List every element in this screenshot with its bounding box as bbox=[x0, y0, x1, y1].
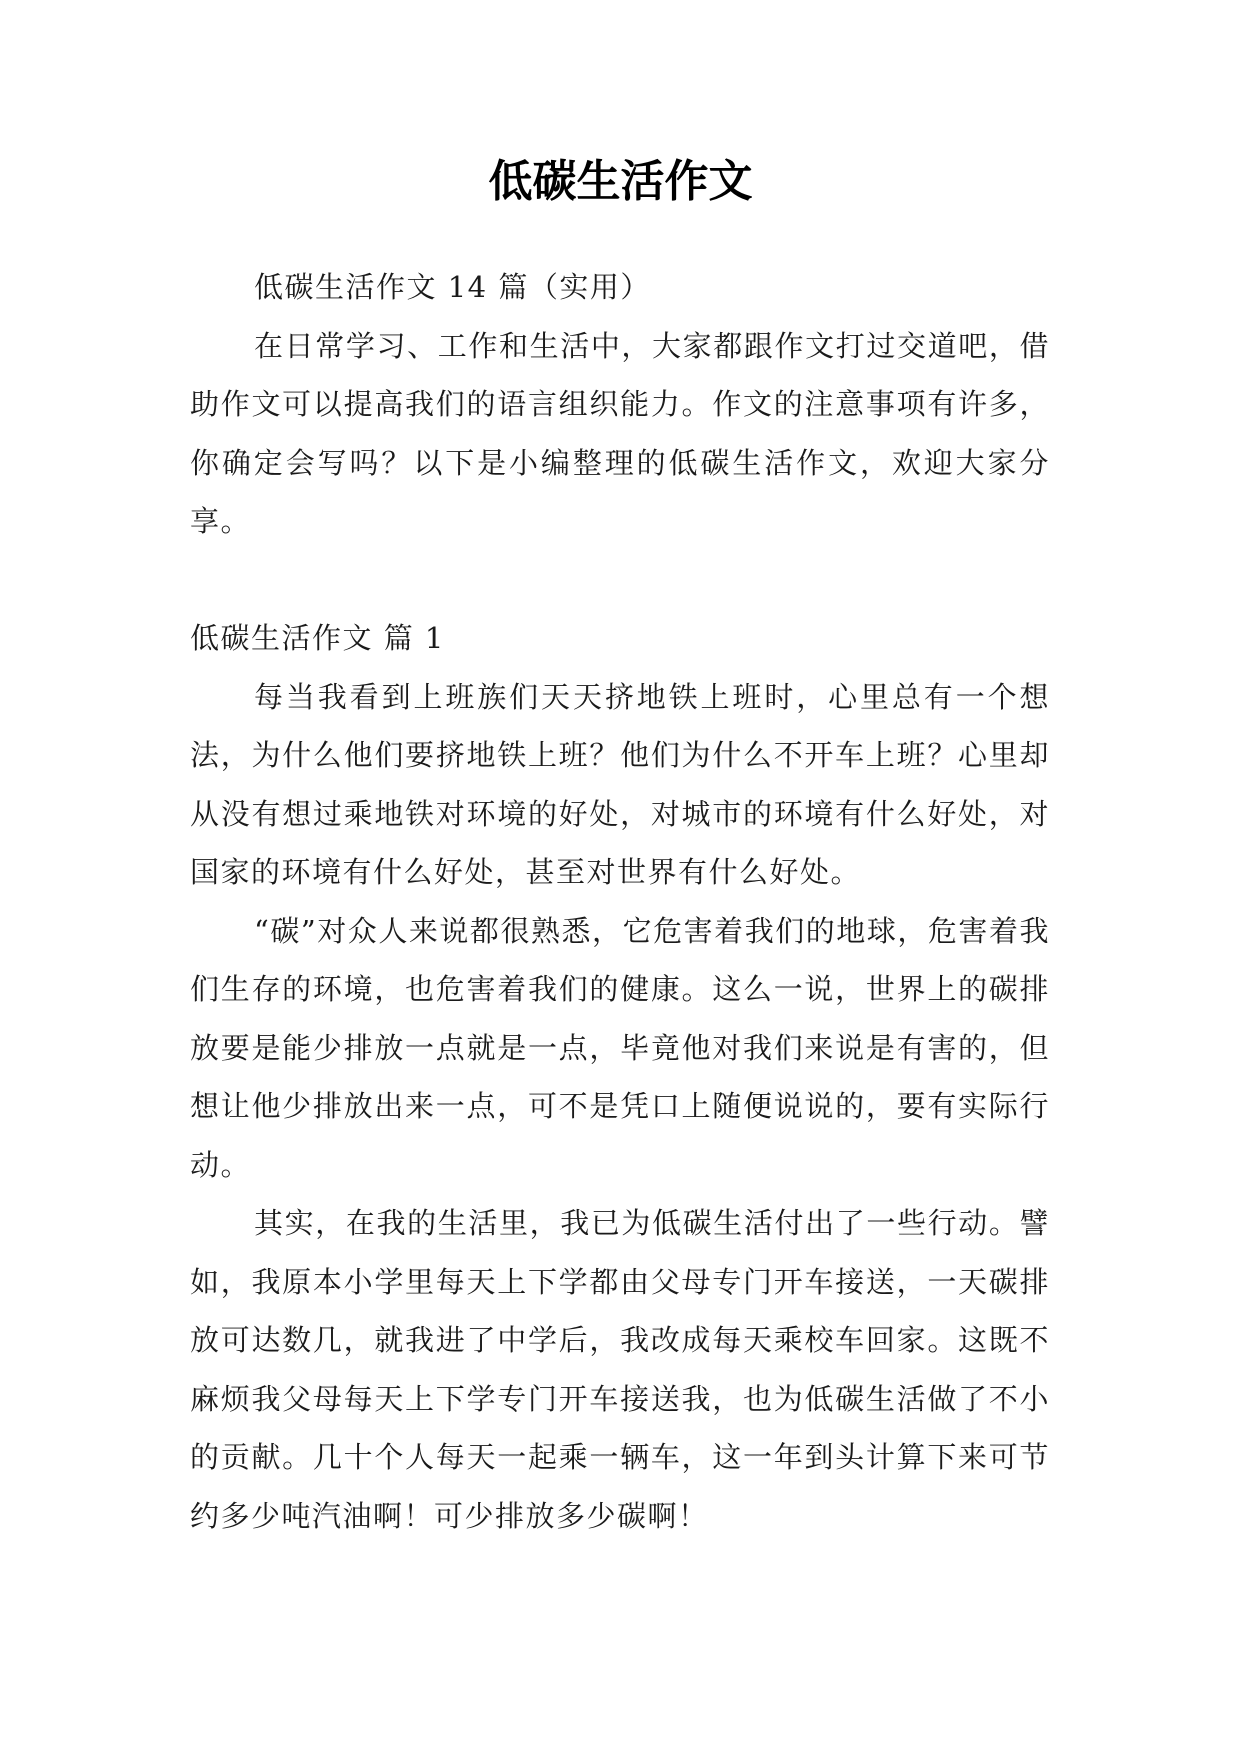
document-title: 低碳生活作文 bbox=[488, 156, 753, 207]
document-subtitle: 低碳生活作文 14 篇（实用） bbox=[254, 270, 651, 304]
document-body bbox=[190, 258, 1050, 1545]
section-spacer bbox=[190, 551, 1050, 610]
body-paragraph: “碳”对众人来说都很熟悉，它危害着我们的地球，危害着我们生存的环境，也危害着我们的健康。这么一说，世界上的碳排放要是能少排放一点就是一点，毕竟他对我们来说是有害的，但想让他少排放出来一点，可不是凭口上随便说说的，要有实际行动。 bbox=[190, 913, 1050, 1182]
intro-paragraph: 在日常学习、工作和生活中，大家都跟作文打过交道吧，借助作文可以提高我们的语言组织能力。作文的注意事项有许多，你确定会写吗？以下是小编整理的低碳生活作文，欢迎大家分享。 bbox=[190, 328, 1050, 538]
body-paragraph: 每当我看到上班族们天天挤地铁上班时，心里总有一个想法，为什么他们要挤地铁上班？他们为什么不开车上班？心里却从没有想过乘地铁对环境的好处，对城市的环境有什么好处，对国家的环境有什么好处，甚至对世界有什么好处。 bbox=[190, 679, 1050, 889]
body-paragraph: 其实，在我的生活里，我已为低碳生活付出了一些行动。譬如，我原本小学里每天上下学都由父母专门开车接送，一天碳排放可达数几，就我进了中学后，我改成每天乘校车回家。这既不麻烦我父母每天上下学专门开车接送我，也为低碳生活做了不小的贡献。几十个人每天一起乘一辆车，这一年到头计算下来可节约多少吨汽油啊！可少排放多少碳啊！ bbox=[190, 1206, 1050, 1533]
section-heading: 低碳生活作文 篇 1 bbox=[190, 621, 445, 655]
